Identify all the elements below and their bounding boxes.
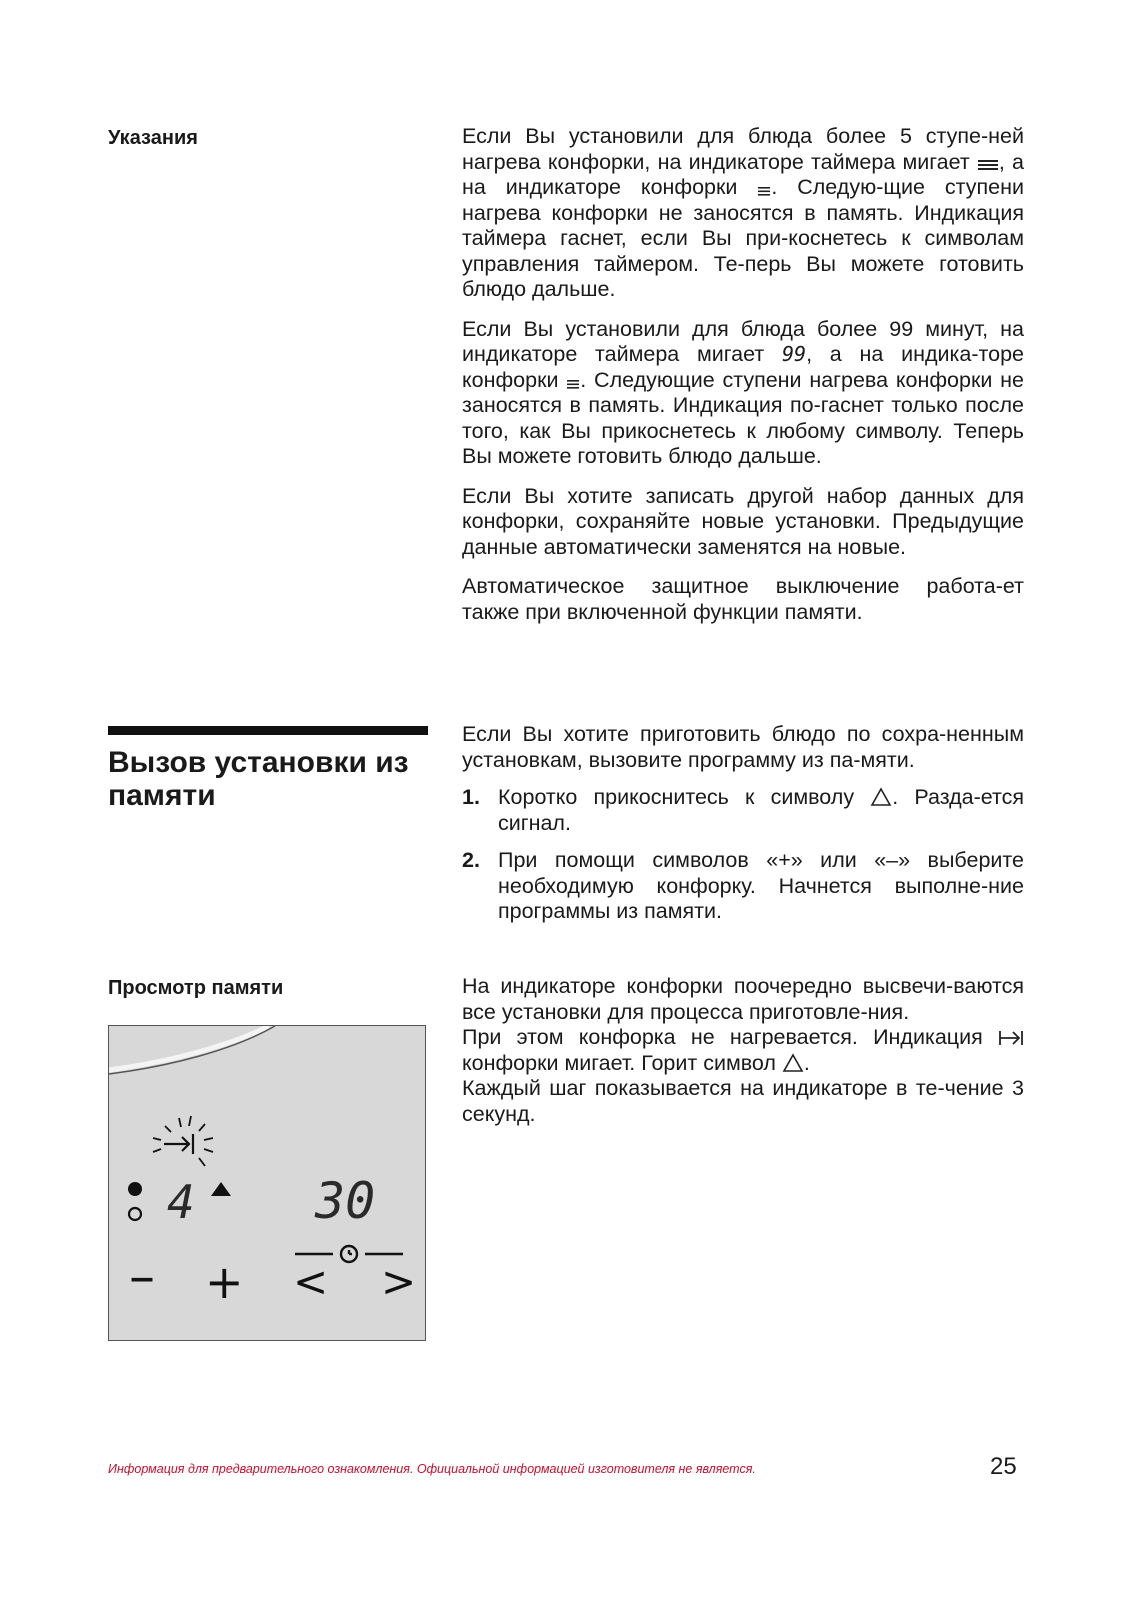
filled-triangle-icon [211,1182,231,1196]
text-run: . [803,1050,810,1075]
plus-button: + [205,1255,244,1309]
triangle-icon [782,1053,804,1073]
triple-bar-small-icon [566,378,580,390]
text-run: конфорки мигает. Горит символ [462,1050,782,1075]
view-paragraph-1: На индикаторе конфорки поочередно высвечи-ваются все установки для процесса приготовле-ния. [462,974,1024,1024]
text-run: Коротко прикоснитесь к символу [498,785,871,809]
timer-right-button: > [381,1257,417,1306]
text-run: , а на индика-торе конфорки [462,342,1025,392]
footer-disclaimer: Информация для предварительного ознакомления. Официальной информацией изготовителя не является. [108,1462,756,1476]
triple-bar-icon [977,158,999,172]
view-paragraph-2 [462,1025,1024,1076]
text-run: Если Вы установили для блюда более 5 ступе-ней нагрева конфорки, на индикаторе таймера мигает [462,124,1024,174]
level-digit: 4 [167,1175,195,1229]
triple-bar-small-icon [757,185,771,197]
text-run: Если Вы установили для блюда более 99 минут, на индикаторе таймера мигает [462,316,1024,366]
recall-step-2 [462,848,1024,925]
recall-heading: Вызов установки из памяти [108,746,409,812]
minus-button: – [129,1247,155,1307]
memory-recall-icon [164,1134,193,1154]
notes-paragraph-4: Автоматическое защитное выключение работа-ет также при включенной функции памяти. [462,574,1024,624]
text-run: . Следую-щие ступени нагрева конфорки не заносятся в память. Индикация таймера гаснет, если Вы при-коснетесь к символам управления таймером. Те-перь Вы можете готовить блюдо дальше. [462,175,1024,301]
recall-intro: Если Вы хотите приготовить блюдо по сохра-ненным установкам, вызовите программу из па-мяти. [462,722,1024,772]
step-number: 2. [462,848,480,872]
indicator-dot-filled [128,1182,142,1196]
indicator-dot-empty [129,1208,141,1220]
timer-digits: 30 [315,1172,376,1230]
triangle-icon [870,787,892,807]
text-run: При помощи символов «+» или «–» выберите необходимую конфорку. Начнется выполне-ние программы из памяти. [498,848,1024,923]
notes-body [462,124,1024,625]
notes-paragraph-2 [462,317,1024,470]
view-paragraph-3: Каждый шаг показывается на индикаторе в те-чение 3 секунд. [462,1076,1024,1126]
flash-99-display: 99 [781,342,807,366]
notes-heading: Указания [108,127,198,149]
flash-rays-icon [153,1116,213,1166]
notes-paragraph-1 [462,124,1024,303]
step-number: 1. [462,785,480,809]
hob-edge-arc [109,1026,269,1070]
control-panel-illustration [108,1025,426,1341]
recall-step-1 [462,785,1024,836]
notes-paragraph-3: Если Вы хотите записать другой набор данных для конфорки, сохраняйте новые установки. Предыдущие данные автоматически заменятся на новые. [462,483,1024,559]
text-run: При этом конфорка не нагревается. Индикация [462,1025,998,1049]
arrow-to-bar-icon [998,1029,1024,1047]
view-body [462,974,1024,1127]
recall-body [462,722,1024,925]
section-rule [108,726,428,735]
text-run: , а на индикаторе конфорки [462,149,1024,199]
timer-left-button: < [293,1257,329,1306]
page-number: 25 [990,1453,1017,1480]
text-run: . Разда-ется сигнал. [498,785,1025,835]
text-run: . Следующие ступени нагрева конфорки не заносятся в память. Индикация по-гаснет только после того, как Вы прикоснетесь к любому символу. Теперь Вы можете готовить блюдо дальше. [462,367,1024,468]
view-heading: Просмотр памяти [108,977,284,999]
